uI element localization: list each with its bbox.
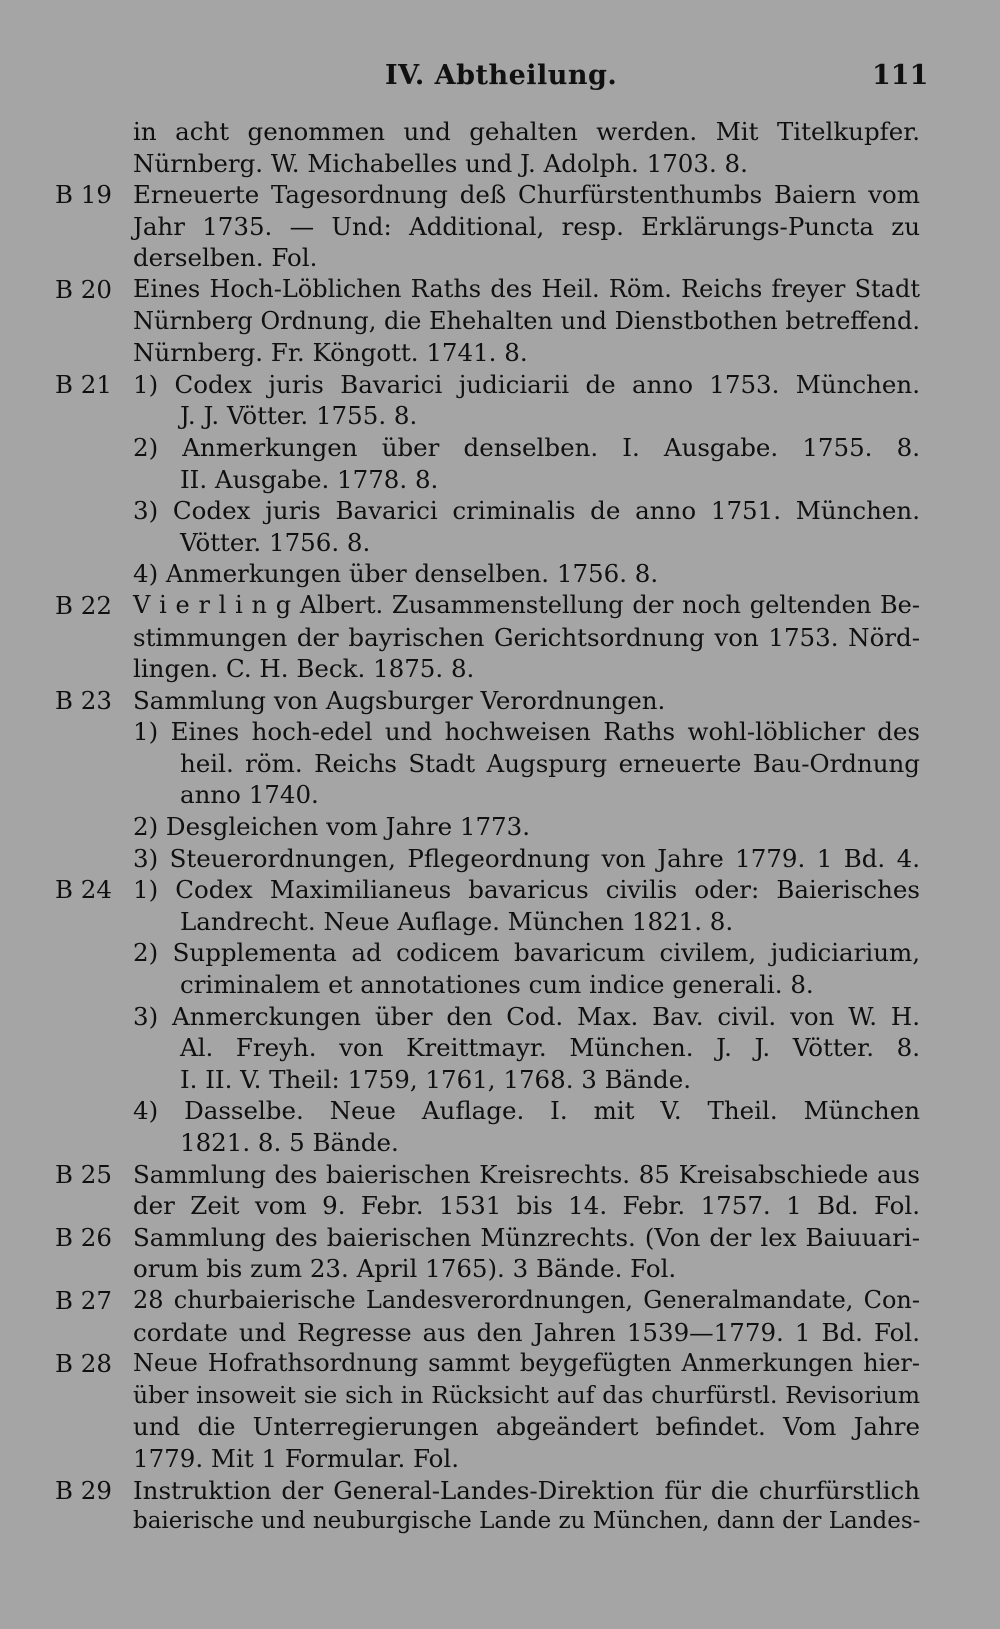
catalog-entries [0,116,1000,1538]
text-line [0,874,1000,906]
line-text: 2) Desgleichen vom Jahre 1773. [133,812,531,842]
line-text: 4) Dasselbe. Neue Auflage. I. mit V. Theil. München [133,1096,920,1126]
entry-number: B 26 [55,1222,112,1252]
text-line [0,716,1000,748]
running-header [0,60,1000,100]
text-line [0,1001,1000,1033]
text-line [0,242,1000,274]
line-text: 3) Steuerordnungen, Pflegeordnung von Jahre 1779. 1 Bd. 4. [133,843,920,873]
text-line [0,1032,1000,1064]
line-text: über insoweit sie sich in Rücksicht auf das churfürstl. Revisorium [133,1380,920,1409]
line-text: Sammlung des baierischen Münzrechts. (Von der lex Baiuuari- [133,1222,920,1252]
text-line [0,1443,1000,1475]
text-line [0,558,1000,590]
text-line [0,590,1000,622]
text-line [0,306,1000,338]
line-text: heil. röm. Reichs Stadt Augspurg erneuerte Bau-Ordnung [180,748,920,778]
text-line [0,527,1000,559]
entry-number: B 22 [55,590,112,620]
line-text: cordate und Regresse aus den Jahren 1539—1779. 1 Bd. Fol. [133,1317,920,1347]
text-line [0,116,1000,148]
line-text: 4) Anmerkungen über denselben. 1756. 8. [133,559,659,589]
entry-number: B 29 [55,1475,112,1505]
text-line [0,843,1000,875]
line-text: baierische und neuburgische Lande zu München, dann der Landes- [133,1508,921,1535]
line-text: 1779. Mit 1 Formular. Fol. [133,1443,460,1473]
text-line [0,274,1000,306]
text-line [0,1222,1000,1254]
line-text: 3) Codex juris Bavarici criminalis de anno 1751. München. [133,496,920,526]
text-line [0,1064,1000,1096]
text-line [0,1190,1000,1222]
entry-number: B 27 [55,1285,112,1315]
text-line [0,906,1000,938]
line-text: der Zeit vom 9. Febr. 1531 bis 14. Febr. 1757. 1 Bd. Fol. [133,1191,920,1221]
entry-number: B 24 [55,875,112,905]
line-text: Nürnberg. Fr. Köngott. 1741. 8. [133,338,528,368]
line-text: Erneuerte Tagesordnung deß Churfürstenthumbs Baiern vom [133,180,920,210]
line-text: Landrecht. Neue Auflage. München 1821. 8. [180,906,734,936]
text-line [0,1253,1000,1285]
line-text: lingen. C. H. Beck. 1875. 8. [133,654,475,684]
text-line [0,1159,1000,1191]
line-text: V i e r l i n g Albert. Zusammenstellung der noch geltenden Be- [133,590,920,619]
text-line [0,622,1000,654]
text-line [0,1380,1000,1412]
line-text: 2) Supplementa ad codicem bavaricum civilem, judiciarium, [133,938,920,968]
line-text: Al. Freyh. von Kreittmayr. München. J. J. Vötter. 8. [180,1033,920,1063]
line-text: 28 churbaierische Landesverordnungen, Generalmandate, Con- [133,1285,920,1314]
line-text: Vötter. 1756. 8. [180,527,371,557]
text-line [0,400,1000,432]
line-text: 1821. 8. 5 Bände. [180,1128,399,1157]
text-line [0,148,1000,180]
text-line [0,369,1000,401]
entry-number: B 21 [55,369,112,399]
text-line [0,811,1000,843]
line-text: stimmungen der bayrischen Gerichtsordnung von 1753. Nörd- [133,622,920,652]
line-text: Nürnberg. W. Michabelles und J. Adolph. 1703. 8. [133,148,748,178]
line-text: Neue Hofrathsordnung sammt beygefügten Anmerkungen hier- [133,1349,920,1378]
text-line [0,337,1000,369]
section-title: IV. Abtheilung. [385,60,618,91]
line-text: in acht genommen und gehalten werden. Mit Titelkupfer. [133,117,920,146]
line-text: 1) Codex juris Bavarici judiciarii de anno 1753. München. [133,369,920,399]
line-text: Sammlung des baierischen Kreisrechts. 85 Kreisabschiede aus [133,1159,920,1189]
text-line [0,432,1000,464]
line-text: Jahr 1735. — Und: Additional, resp. Erklärungs-Puncta zu [133,211,920,241]
text-line [0,653,1000,685]
text-line [0,969,1000,1001]
text-line [0,1475,1000,1507]
text-line [0,1095,1000,1127]
text-line [0,211,1000,243]
text-line [0,1317,1000,1349]
line-text: orum bis zum 23. April 1765). 3 Bände. Fol. [133,1254,677,1284]
text-line [0,779,1000,811]
line-text: Nürnberg Ordnung, die Ehehalten und Dienstbothen betreffend. [133,306,920,335]
text-line [0,495,1000,527]
entry-number: B 23 [55,685,112,715]
line-text: Sammlung von Augsburger Verordnungen. [133,685,666,715]
line-text: 2) Anmerkungen über denselben. I. Ausgabe. 1755. 8. [133,432,920,462]
text-line [0,1285,1000,1317]
line-text: II. Ausgabe. 1778. 8. [180,464,439,494]
line-text: I. II. V. Theil: 1759, 1761, 1768. 3 Bände. [180,1064,692,1094]
line-text: Eines Hoch-Löblichen Raths des Heil. Röm. Reichs freyer Stadt [133,274,920,303]
text-line [0,179,1000,211]
line-text: criminalem et annotationes cum indice generali. 8. [180,970,814,1000]
line-text: J. J. Vötter. 1755. 8. [180,401,418,431]
line-text: 3) Anmerckungen über den Cod. Max. Bav. civil. von W. H. [133,1001,920,1031]
entry-number: B 28 [55,1349,112,1379]
line-text: Instruktion der General-Landes-Direktion für die churfürstlich [133,1475,920,1505]
text-line [0,1127,1000,1159]
entry-number: B 20 [55,274,112,304]
line-text: derselben. Fol. [133,243,318,273]
line-text: und die Unterregierungen abgeändert befindet. Vom Jahre [133,1412,920,1442]
text-line [0,748,1000,780]
page-number: 111 [872,60,929,91]
text-line [0,1506,1000,1538]
text-line [0,464,1000,496]
entry-number: B 19 [55,180,112,210]
line-text: 1) Eines hoch-edel und hochweisen Raths wohl-löblicher des [133,717,920,747]
text-line [0,937,1000,969]
line-text: 1) Codex Maximilianeus bavaricus civilis oder: Baierisches [133,875,920,905]
line-text: anno 1740. [180,780,319,810]
entry-number: B 25 [55,1159,112,1189]
text-line [0,685,1000,717]
text-line [0,1411,1000,1443]
text-line [0,1348,1000,1380]
